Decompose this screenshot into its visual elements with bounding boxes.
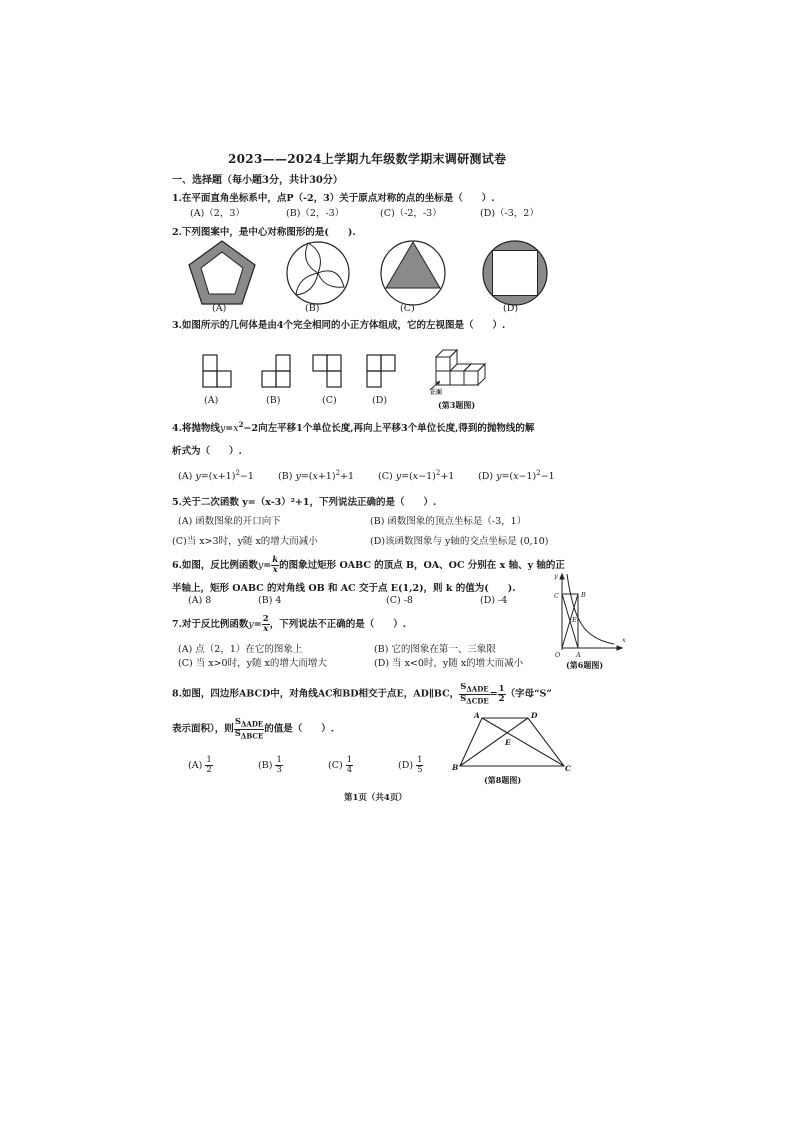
svg-text:A: A <box>474 711 480 720</box>
q4-option-c: (C) $y=(x-1)^2+1$ <box>378 469 455 483</box>
q1-option-a: (A)（2，3） <box>190 208 245 219</box>
q8-option-c-label: (C) <box>328 760 343 771</box>
q6-figure <box>548 570 628 660</box>
q8-option-c: (C) $\frac{1}{4}$ <box>328 755 353 775</box>
q3-view-c <box>313 355 341 387</box>
page-footer: 第1页（共4页） <box>344 793 407 803</box>
q1-option-c: (C)（-2，-3） <box>380 208 442 219</box>
q7-option-d: (D) 当 x<0时，y随 x的增大而减小 <box>374 658 524 669</box>
q3-label-c: (C) <box>322 395 337 406</box>
q6-stem: 6.如图，反比例函数y= $\frac{k}{x}$ 的图象过矩形 OABC 的顶点 B，OA、OC 分别在 x 轴、y 轴的正 <box>172 555 565 575</box>
q8-option-b: (B) $\frac{1}{3}$ <box>258 755 282 775</box>
q8-caption: (第8题图) <box>484 775 522 785</box>
q7-option-c: (C) 当 x>0时，y随 x的增大而增大 <box>178 658 327 669</box>
q3-arrow-label: 正面 <box>430 389 443 396</box>
q4-stem-pre: 4.将抛物线 <box>172 423 220 435</box>
svg-text:D: D <box>531 711 538 720</box>
svg-text:B: B <box>581 591 586 599</box>
section-heading: 一、选择题（每小题3分，共计30分） <box>172 175 343 186</box>
q8-ratio-asked: $\frac{S_{\Delta ADE}}{S_{\Delta BCE}}$ <box>234 717 264 741</box>
q2-label-d: (D) <box>503 303 519 314</box>
q4-option-c-label: (C) <box>378 471 393 483</box>
svg-text:E: E <box>572 616 577 624</box>
q4-option-a: (A) $y=(x+1)^2-1$ <box>178 469 254 483</box>
q6-stem-line2: 半轴上，矩形 OABC 的对角线 OB 和 AC 交于点 E(1,2)，则 k 的值为( ). <box>172 583 516 594</box>
q6-stem-pre: 6.如图，反比例函数 <box>172 560 258 571</box>
svg-text:O: O <box>555 651 561 659</box>
q4-option-d: (D) $y=(x-1)^2-1$ <box>478 469 555 483</box>
q3-label-d: (D) <box>372 395 388 406</box>
q2-figure-c <box>381 241 445 305</box>
q7-stem-pre: 7.对于反比例函数 <box>172 619 249 630</box>
q1-option-d: (D)（-3，2） <box>480 208 539 219</box>
q7-stem: 7.对于反比例函数y= $\frac{2}{x}$ ，下列说法不正确的是（ ）. <box>172 614 406 634</box>
q2-label-c: (C) <box>400 303 415 314</box>
svg-text:x: x <box>622 636 626 644</box>
q3-view-d <box>367 355 395 387</box>
q8-option-a: (A) $\frac{1}{2}$ <box>188 755 212 775</box>
q1-stem: 1.在平面直角坐标系中，点P（-2，3）关于原点对称的点的坐标是（ ）. <box>172 193 495 204</box>
q6-option-d: (D) -4 <box>480 595 508 606</box>
q8-stem2-post: 的值是（ ）. <box>264 723 335 735</box>
q3-view-a <box>203 355 231 387</box>
q6-stem-post: 的图象过矩形 OABC 的顶点 B，OA、OC 分别在 x 轴、y 轴的正 <box>279 560 565 571</box>
q8-ratio-value: $\frac{1}{2}$ <box>498 683 505 704</box>
q5-option-b: (B) 函数图象的顶点坐标是（-3，1） <box>370 516 527 527</box>
q2-figure-d <box>483 241 547 305</box>
q8-stem-pre: 8.如图，四边形ABCD中，对角线AC和BD相交于点E，AD∥BC， <box>172 688 460 700</box>
q6-fraction: $\frac{k}{x}$ <box>272 555 279 575</box>
q8-stem2-pre: 表示面积），则 <box>172 723 234 735</box>
q5-option-a: (A) 函数图象的开口向下 <box>178 516 281 527</box>
q3-caption: (第3题图) <box>438 400 476 410</box>
q5-option-d: (D)该函数图象与 y轴的交点坐标是 (0,10) <box>370 536 549 547</box>
q8-ratio-given: $\frac{S_{\Delta ADE}}{S_{\Delta CDE}}$ <box>460 682 489 706</box>
q3-figures <box>198 335 498 395</box>
svg-text:C: C <box>554 592 559 600</box>
q7-stem-post: ，下列说法不正确的是（ ）. <box>269 619 406 630</box>
q6-option-a: (A) 8 <box>188 595 212 606</box>
q3-label-b: (B) <box>266 395 281 406</box>
q8-trapezoid <box>460 718 564 766</box>
q2-label-a: (A) <box>212 303 227 314</box>
page-title: 2023——2024上学期九年级数学期末调研测试卷 <box>228 152 507 166</box>
q2-stem: 2.下列图案中，是中心对称图形的是( ). <box>172 227 356 238</box>
q4-stem-line2: 析式为（ ）. <box>172 446 242 457</box>
q8-option-b-label: (B) <box>258 760 273 771</box>
svg-text:y: y <box>554 572 558 580</box>
q2-figure-b <box>287 242 349 304</box>
q6-caption: (第6题图) <box>566 660 604 670</box>
q8-option-a-label: (A) <box>188 760 203 771</box>
q8-stem-post: （字母“S” <box>505 688 552 700</box>
q8-stem-line2 <box>172 718 334 740</box>
q1-option-b: (B)（2，-3） <box>286 208 345 219</box>
svg-text:E: E <box>505 738 511 747</box>
q2-figure-a <box>189 241 255 304</box>
q8-option-d: (D) $\frac{1}{5}$ <box>398 755 423 775</box>
q8-stem: 8.如图，四边形ABCD中，对角线AC和BD相交于点E，AD∥BC， $\frac{S_{\Delta ADE}}{S_{\Delta CDE}}$ = $\frac{1}{2}$ （字母“S” <box>172 682 552 706</box>
q5-option-c: (C)当 x>3时，y随 x的增大而减小 <box>172 536 318 547</box>
q7-option-b: (B) 它的图象在第一、三象限 <box>374 644 496 655</box>
q6-option-b: (B) 4 <box>258 595 282 606</box>
q7-option-a: (A) 点（2，1）在它的图象上 <box>178 644 303 655</box>
svg-text:B: B <box>452 763 459 772</box>
q4-option-d-label: (D) <box>478 471 494 483</box>
q7-fraction: $\frac{2}{x}$ <box>262 614 269 634</box>
q2-label-b: (B) <box>305 303 320 314</box>
q8-option-d-label: (D) <box>398 760 414 771</box>
q3-stem: 3.如图所示的几何体是由4个完全相同的小正方体组成，它的左视图是（ ）. <box>172 320 506 331</box>
q4-option-b: (B) $y=(x+1)^2+1$ <box>278 469 355 483</box>
q4-option-a-label: (A) <box>178 471 193 483</box>
q2-figures <box>185 238 555 308</box>
svg-text:A: A <box>576 651 581 659</box>
q4-stem: 4.将抛物线$y=x^2-2$向左平移1个单位长度,再向上平移3个单位长度,得到的抛物线的解 <box>172 420 535 435</box>
q3-view-b <box>262 355 290 387</box>
q4-stem-mid: 向左平移1个单位长度,再向上平移3个单位长度,得到的抛物线的解 <box>258 423 535 435</box>
q8-figure <box>450 708 575 773</box>
q5-stem: 5.关于二次函数 y=（x-3）²+1，下列说法正确的是（ ）. <box>172 497 437 508</box>
svg-text:C: C <box>565 764 571 773</box>
q6-option-c: (C) -8 <box>386 595 413 606</box>
q3-solid <box>436 350 485 385</box>
q4-option-b-label: (B) <box>278 471 293 483</box>
q3-label-a: (A) <box>204 395 219 406</box>
